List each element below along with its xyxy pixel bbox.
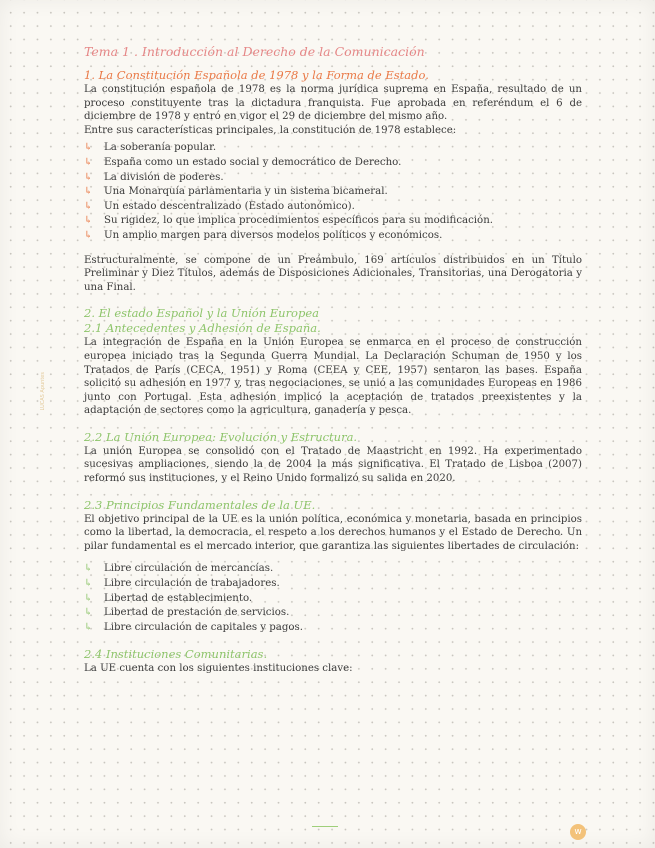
list-item: ↳ Libertad de establecimiento.: [84, 592, 582, 607]
arrow-icon: ↳: [84, 229, 93, 241]
section-1-paragraph-1: La constitución española de 1978 es la norma jurídica suprema en España, resultado de un proceso constituyente tras la dictadura franquista. Fue aprobada en referéndum el 6 de diciembre de 1978 y entró en vigor el 29 de diciembre del mismo año.: [84, 84, 582, 123]
section-1-heading: 1. La Constitución Española de 1978 y la Forma de Estado.: [84, 68, 429, 82]
section-2-1-heading: 2.1 Antecedentes y Adhesión de España.: [84, 321, 321, 336]
arrow-icon: ↳: [84, 215, 93, 227]
section-2-4-heading: 2.4 Instituciones Comunitarias.: [84, 647, 268, 662]
section-2-2-heading: 2.2 La Unión Europea: Evolución y Estructura.: [84, 429, 358, 444]
section-2-heading: 2. El estado Español y la Unión Europea: [84, 306, 320, 321]
section-2-3-paragraph: El objetivo principal de la UE es la unión política, económica y monetaria, basada en principios como la libertad, la democracia, el respeto a los derechos humanos y el Estado de Derecho. Un pilar fundamental es el mercado interior, que garantiza las siguientes libertades de circulación:: [84, 513, 582, 552]
arrow-icon: ↳: [84, 563, 93, 575]
section-2-1-paragraph: La integración de España en la Unión Europea se enmarca en el proceso de construcción europea iniciado tras la Segunda Guerra Mundial. La Declaración Schuman de 1950 y los Tratados de París (CECA, 1951) y Roma (CEEA y CEE, 1957) sentaron las bases. España solicitó su adhesión en 1977 y, tras negociaciones, se unió a las comunidades Europeas en 1986 junto con Portugal. Esta adhesión implicó la aceptación de tratados preexistentes y la adaptación de sectores como la agricultura, ganadería y pesca.: [84, 337, 582, 417]
list-item: ↳ La soberanía popular.: [84, 141, 582, 156]
list-item: ↳ Un estado descentralizado (Estado autonómico).: [84, 200, 582, 215]
section-2-3-bullet-list: [84, 562, 582, 635]
arrow-icon: ↳: [84, 621, 93, 633]
arrow-icon: ↳: [84, 186, 93, 198]
arrow-icon: ↳: [84, 156, 93, 168]
page-title: Tema 1 . Introducción al Derecho de la Comunicación: [84, 44, 425, 59]
notes-content: [84, 44, 582, 676]
section-2-3-heading: 2.3 Principios Fundamentales de la UE.: [84, 497, 316, 512]
list-item: ↳ España como un estado social y democrático de Derecho.: [84, 156, 582, 171]
section-1-bullet-list: [84, 141, 582, 243]
section-1-paragraph-3: Estructuralmente, se compone de un Preámbulo, 169 artículos distribuidos en un Título Preliminar y Diez Títulos, además de Disposiciones Adicionales, Transitorias, una Derogatoria y una Final.: [84, 254, 582, 293]
list-item: ↳ Libre circulación de capitales y pagos.: [84, 621, 582, 636]
list-item: ↳ Libre circulación de trabajadores.: [84, 577, 582, 592]
list-item: ↳ Libre circulación de mercancías.: [84, 562, 582, 577]
list-item: ↳ Un amplio margen para diversos modelos políticos y económicos.: [84, 229, 582, 244]
sidebar-watermark: LUCAS Apuntes: [40, 372, 46, 411]
arrow-icon: ↳: [84, 592, 93, 604]
arrow-icon: ↳: [84, 200, 93, 212]
arrow-icon: ↳: [84, 171, 93, 183]
list-item: ↳ Libertad de prestación de servicios.: [84, 606, 582, 621]
list-item: ↳ Su rigidez, lo que implica procedimientos específicos para su modificación.: [84, 214, 582, 229]
list-item: ↳ La división de poderes.: [84, 171, 582, 186]
section-1-paragraph-2: Entre sus características principales, la constitución de 1978 establece:: [84, 124, 457, 136]
section-2-2-paragraph: La unión Europea se consolidó con el Tratado de Maastricht en 1992. Ha experimentado sucesivas ampliaciones, siendo la de 2004 la más significativa. El Tratado de Lisboa (2007) reformó sus instituciones, y el Reino Unido formalizó su salida en 2020.: [84, 445, 582, 485]
arrow-icon: ↳: [84, 142, 93, 154]
arrow-icon: ↳: [84, 578, 93, 590]
section-2-4-paragraph: La UE cuenta con los siguientes instituciones clave:: [84, 663, 353, 675]
list-item: ↳ Una Monarquía parlamentaria y un sistema bicameral.: [84, 185, 582, 200]
page-divider: [312, 826, 338, 827]
arrow-icon: ↳: [84, 607, 93, 619]
brand-logo-icon: w: [570, 824, 586, 840]
